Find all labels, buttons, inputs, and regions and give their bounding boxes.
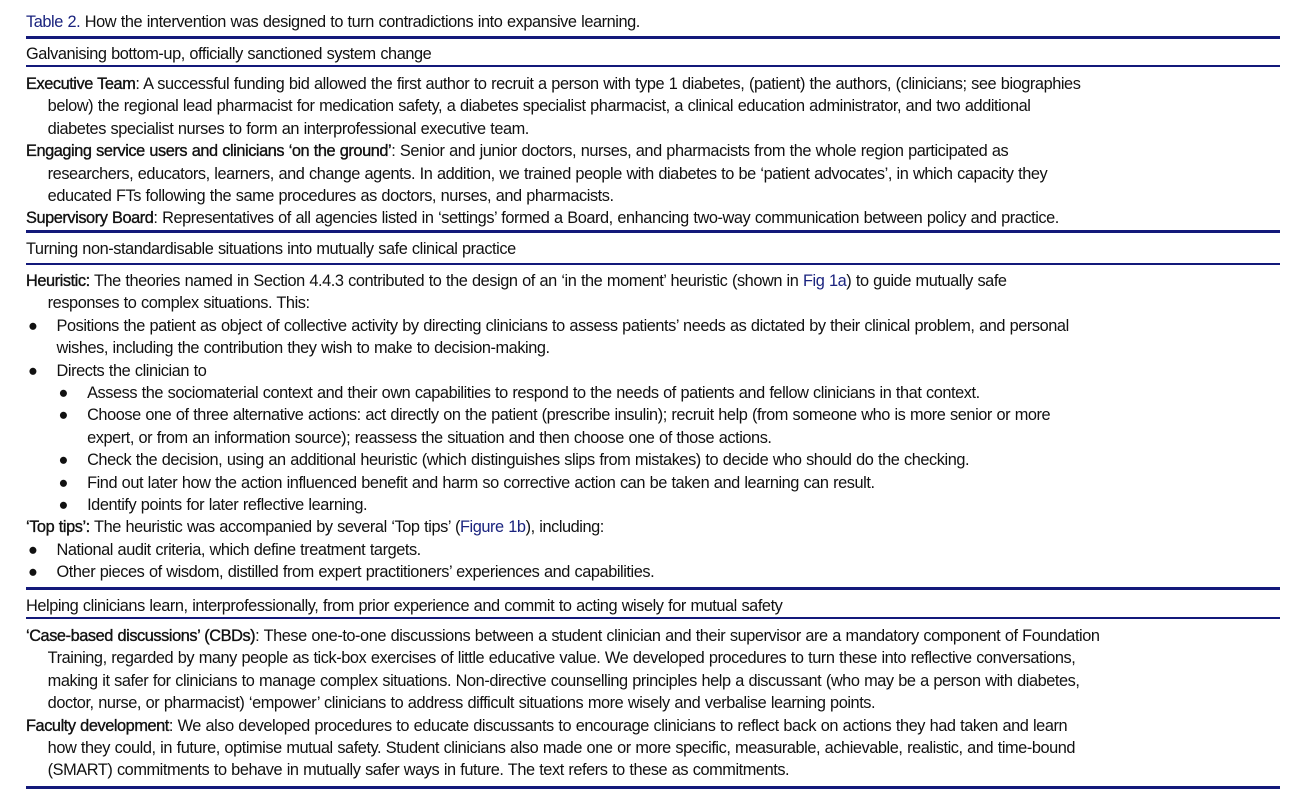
entry-text: (SMART) commitments to behave in mutually safer ways in future. The text refers to these as commitments. <box>47 760 790 780</box>
section-header-helping: Helping clinicians learn, interprofessionally, from prior experience and commit to acting wisely for mutual safety <box>26 596 783 615</box>
section-header-rule <box>26 65 1280 67</box>
bullet-text: wishes, including the contribution they wish to make to decision-making. <box>56 338 550 358</box>
bullet-icon: ● <box>27 562 38 582</box>
bullet-icon: ● <box>27 539 38 559</box>
caption-text: How the intervention was designed to turn contradictions into expansive learning. <box>80 12 640 31</box>
section-rule <box>26 230 1280 233</box>
bullet-icon: ● <box>58 405 68 425</box>
bullet-text: expert, or from an information source); reassess the situation and then choose one of those actions. <box>87 427 772 447</box>
section-body-helping <box>26 625 1280 782</box>
sub-bullet-item <box>26 449 1261 471</box>
entry-text: responses to complex situations. This: <box>47 293 310 313</box>
entry-text: ) to guide mutually safe <box>846 271 1007 290</box>
bullet-icon: ● <box>58 450 68 470</box>
entry-text: : Senior and junior doctors, nurses, and pharmacists from the whole region participated as <box>391 141 1009 161</box>
bullet-text: Assess the sociomaterial context and their own capabilities to respond to the needs of patients and fellow clinicians in that context. <box>87 383 980 403</box>
bullet-icon: ● <box>27 315 38 335</box>
section-body-turning <box>26 270 1280 584</box>
fig-1a-link[interactable]: Fig 1a <box>802 271 847 290</box>
bullet-item <box>26 561 1261 583</box>
bullet-icon: ● <box>58 495 68 515</box>
entry-text: : A successful funding bid allowed the first author to recruit a person with type 1 diabetes, (patient) the authors, (clinicians; see biographies <box>135 74 1081 93</box>
entry-term: Engaging service users and clinicians ‘on the ground’ <box>26 141 392 161</box>
entry-term: Faculty development <box>26 715 169 735</box>
bullet-icon: ● <box>27 360 38 380</box>
bullet-icon: ● <box>58 383 68 403</box>
bullet-text: Choose one of three alternative actions: act directly on the patient (prescribe insulin); recruit help (from someone who is more senior or more <box>87 405 1051 425</box>
entry-text: The theories named in Section 4.4.3 contributed to the design of an ‘in the moment’ heuristic (shown in <box>89 271 803 290</box>
bullet-text: Directs the clinician to <box>56 360 207 380</box>
section-header-turning: Turning non-standardisable situations into mutually safe clinical practice <box>26 239 516 258</box>
table-caption <box>26 11 640 33</box>
bullet-item <box>26 360 1261 382</box>
entry-term: Executive Team <box>26 74 136 93</box>
entry-text: educated FTs following the same procedures as doctors, nurses, and pharmacists. <box>47 186 614 206</box>
bullet-text: Check the decision, using an additional heuristic (which distinguishes slips from mistakes) to decide who should do the checking. <box>87 450 970 470</box>
entry-text: doctor, nurse, or pharmacist) ‘empower’ clinicians to address difficult situations more wisely and verbalise learning points. <box>47 693 876 713</box>
bullet-icon: ● <box>58 472 68 492</box>
bullet-text: Find out later how the action influenced benefit and harm so corrective action can be taken and learning can result. <box>87 472 875 492</box>
entry-text: : Representatives of all agencies listed in ‘settings’ formed a Board, enhancing two-way communication between policy and practice. <box>153 208 1059 228</box>
bullet-item <box>26 539 1261 561</box>
entry-engaging-service-users <box>26 140 1280 207</box>
table-bottom-rule <box>26 786 1280 789</box>
entry-term: ‘Top tips’: <box>26 517 90 537</box>
sub-bullet-item <box>26 404 1261 426</box>
section-header-galvanising: Galvanising bottom-up, officially sanctioned system change <box>26 44 432 63</box>
sub-bullet-item <box>26 472 1261 494</box>
entry-term: Supervisory Board <box>26 208 154 228</box>
sub-bullet-item <box>26 382 1261 404</box>
entry-case-based-discussions <box>26 625 1280 715</box>
bullet-text: Positions the patient as object of collective activity by directing clinicians to assess patients’ needs as dictated by their clinical problem, and personal <box>56 315 1069 335</box>
bullet-item <box>26 315 1261 337</box>
entry-text: : We also developed procedures to educate discussants to encourage clinicians to reflect back on actions they had taken and learn <box>168 715 1068 735</box>
entry-faculty-development <box>26 715 1280 782</box>
entry-text: The heuristic was accompanied by several ‘Top tips’ ( <box>89 517 461 537</box>
bullet-text: National audit criteria, which define treatment targets. <box>56 539 421 559</box>
entry-text: Training, regarded by many people as tick-box exercises of little educative value. We developed procedures to turn these into reflective conversations, <box>47 648 1076 668</box>
section-header-rule <box>26 263 1280 265</box>
bullet-text: Identify points for later reflective learning. <box>87 495 368 515</box>
entry-text: making it safer for clinicians to manage complex situations. Non-directive counselling principles help a discussant (who may be a person with diabetes, <box>47 670 1080 690</box>
entry-text: researchers, educators, learners, and change agents. In addition, we trained people with diabetes to be ‘patient advocates’, in which capacity they <box>47 163 1048 183</box>
table-label: Table 2. <box>26 12 81 31</box>
entry-text: diabetes specialist nurses to form an interprofessional executive team. <box>47 118 529 138</box>
entry-heuristic <box>26 270 1280 315</box>
figure-1b-link[interactable]: Figure 1b <box>460 517 526 537</box>
sub-bullet-item <box>26 494 1261 516</box>
section-body-galvanising <box>26 73 1280 230</box>
entry-term: Heuristic: <box>26 271 90 290</box>
entry-text: below) the regional lead pharmacist for medication safety, a diabetes specialist pharmacist, a clinical education administrator, and two additional <box>47 96 1031 116</box>
bullet-text: Other pieces of wisdom, distilled from expert practitioners’ experiences and capabilities. <box>56 562 655 582</box>
entry-text: how they could, in future, optimise mutual safety. Student clinicians also made one or more specific, measurable, achievable, realistic, and time-bound <box>47 738 1076 758</box>
entry-text: ), including: <box>525 517 604 537</box>
entry-executive-team <box>26 73 1280 140</box>
section-rule <box>26 587 1280 590</box>
entry-term: ‘Case-based discussions’ (CBDs) <box>26 626 256 645</box>
entry-top-tips <box>26 516 1280 538</box>
section-header-rule <box>26 617 1280 619</box>
entry-supervisory-board <box>26 207 1280 229</box>
table-top-rule <box>26 36 1280 39</box>
entry-text: : These one-to-one discussions between a student clinician and their supervisor are a mandatory component of Foundation <box>255 626 1100 645</box>
